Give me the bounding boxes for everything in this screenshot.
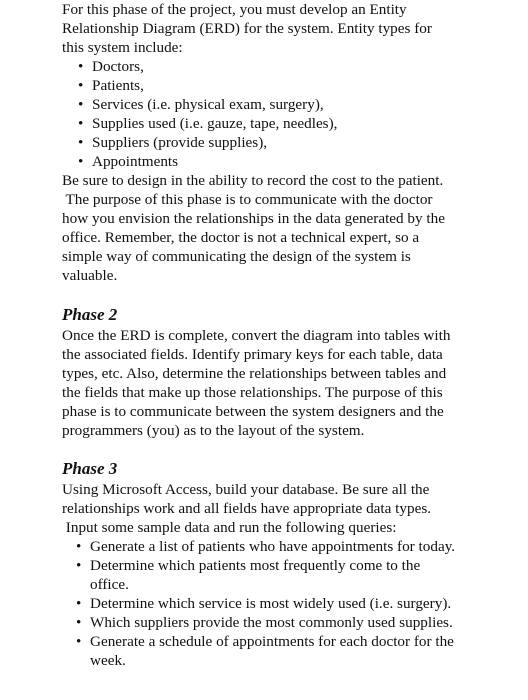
phase2-heading: Phase 2 [62,305,118,324]
entity-types-list [62,57,512,171]
phase3-paragraph [62,480,512,537]
query-line: • Determine which patients most frequently come to the [90,557,421,574]
body-line: how you envision the relationships in the data generated by the [62,210,445,227]
list-item: • Suppliers (provide supplies), [62,133,512,152]
intro-line: For this phase of the project, you must develop an Entity [62,1,407,18]
body-line: valuable. [62,267,118,284]
intro-paragraph [62,0,512,57]
query-line: office. [90,576,129,593]
list-item: • Appointments [62,152,512,171]
body-line: Using Microsoft Access, build your database. Be sure all the [62,481,430,498]
body-line: phase is to communicate between the system designers and the [62,403,444,420]
query-line: • Determine which service is most widely used (i.e. surgery). [90,595,452,612]
body-line: relationships work and all fields have appropriate data types. [62,500,432,517]
list-item [62,632,512,670]
phase3-heading: Phase 3 [62,459,118,478]
body-line: Input some sample data and run the following queries: [62,519,397,536]
phase2-paragraph [62,326,512,440]
body-line: the fields that make up those relationships. The purpose of this [62,384,443,401]
intro-line: this system include: [62,39,183,56]
body-line: Be sure to design in the ability to record the cost to the patient. [62,172,444,189]
list-item: • Services (i.e. physical exam, surgery), [62,95,512,114]
query-line: week. [90,652,126,669]
body-line: The purpose of this phase is to communicate with the doctor [62,191,433,208]
list-item: • Patients, [62,76,512,95]
phase1-paragraph [62,171,512,285]
query-line: • Generate a list of patients who have appointments for today. [90,538,456,555]
body-line: Once the ERD is complete, convert the diagram into tables with [62,327,451,344]
intro-line: Relationship Diagram (ERD) for the system. Entity types for [62,20,432,37]
list-item [62,594,512,613]
body-line: types, etc. Also, determine the relationships between tables and [62,365,447,382]
body-line: the associated fields. Identify primary keys for each table, data [62,346,443,363]
list-item [62,613,512,632]
body-line: simple way of communicating the design of the system is [62,248,411,265]
query-line: • Which suppliers provide the most commonly used supplies. [90,614,453,631]
list-item [62,537,512,556]
body-line: programmers (you) as to the layout of the system. [62,422,365,439]
query-line: • Generate a schedule of appointments for each doctor for the [90,633,454,650]
body-line: office. Remember, the doctor is not a technical expert, so a [62,229,420,246]
queries-list [62,537,512,670]
list-item: • Doctors, [62,57,512,76]
list-item: • Supplies used (i.e. gauze, tape, needles), [62,114,512,133]
list-item [62,556,512,594]
document-page [62,0,512,670]
